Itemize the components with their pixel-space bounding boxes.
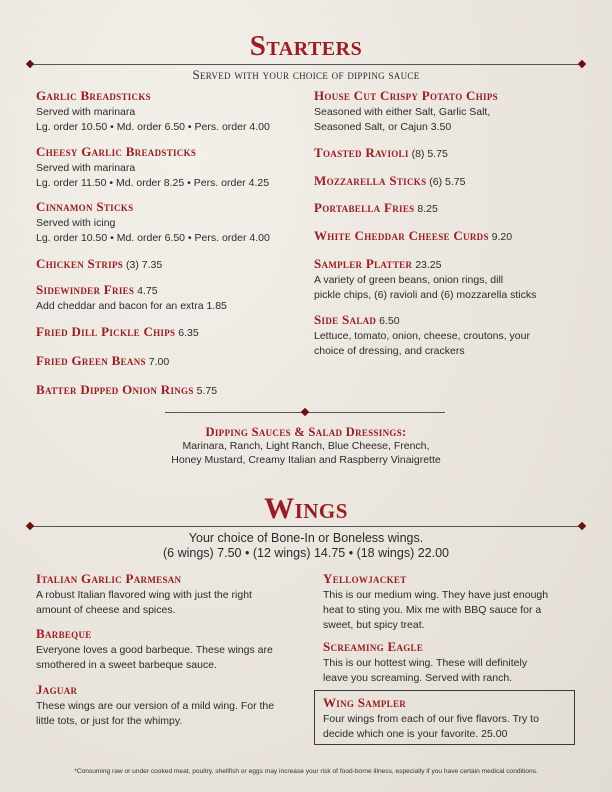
item-desc: Lg. order 10.50 • Md. order 6.50 • Pers. order 4.00: [36, 232, 270, 244]
item-name: Sidewinder Fries: [36, 282, 135, 297]
item-desc: decide which one is your favorite. 25.00: [323, 728, 508, 740]
item-price: 5.75: [196, 385, 218, 397]
item-price: (8) 5.75: [411, 148, 448, 160]
starters-title: Starters: [249, 30, 363, 62]
menu-item: [36, 324, 199, 341]
item-desc: Lg. order 10.50 • Md. order 6.50 • Pers. order 4.00: [36, 121, 270, 133]
sauces-block: [0, 425, 612, 467]
item-desc: Add cheddar and bacon for an extra 1.85: [36, 300, 227, 312]
item-desc: amount of cheese and spices.: [36, 604, 176, 616]
wings-intro-line: Your choice of Bone-In or Boneless wings.: [188, 531, 424, 545]
wing-flavor: [323, 571, 548, 633]
menu-item: [36, 199, 270, 246]
item-desc: A variety of green beans, onion rings, dill: [314, 274, 504, 286]
item-name: Fried Dill Pickle Chips: [36, 324, 176, 339]
item-name: House Cut Crispy Potato Chips: [314, 88, 498, 103]
wing-flavor: [36, 626, 273, 673]
item-desc: Everyone loves a good barbeque. These wings are: [36, 644, 273, 656]
item-price: 8.25: [417, 203, 438, 215]
item-name: Sampler Platter: [314, 256, 413, 271]
item-desc: Served with marinara: [36, 162, 136, 174]
item-desc: Seasoned Salt, or Cajun 3.50: [314, 121, 452, 133]
item-name: Cinnamon Sticks: [36, 199, 134, 214]
item-desc: smothered in a sweet barbeque sauce.: [36, 659, 217, 671]
item-desc: pickle chips, (6) ravioli and (6) mozzarella sticks: [314, 289, 537, 301]
health-disclaimer: *Consuming raw or under cooked meat, poultry, shellfish or eggs may increase your risk of food-borne illness, especially if you have certain medical conditions.: [74, 768, 538, 775]
item-name: Toasted Ravioli: [314, 145, 409, 160]
item-desc: This is our hottest wing. These will definitely: [323, 657, 528, 669]
sauces-divider: [165, 407, 445, 419]
menu-item: [314, 256, 536, 303]
item-desc: Lettuce, tomato, onion, cheese, croutons, your: [314, 330, 530, 342]
sauces-line: Honey Mustard, Creamy Italian and Raspberry Vinaigrette: [171, 454, 441, 466]
item-name: Garlic Breadsticks: [36, 88, 151, 103]
item-price: 4.75: [137, 285, 158, 297]
menu-item: [314, 173, 465, 190]
menu-item: [36, 256, 162, 273]
item-desc: Served with marinara: [36, 106, 136, 118]
item-price: 6.35: [178, 327, 199, 339]
wing-flavor: [36, 571, 252, 618]
item-name: Wing Sampler: [323, 695, 407, 710]
item-desc: Seasoned with either Salt, Garlic Salt,: [314, 106, 491, 118]
item-name: Yellowjacket: [323, 571, 407, 586]
item-desc: This is our medium wing. They have just enough: [323, 589, 549, 601]
wings-intro: [0, 531, 612, 561]
item-name: Italian Garlic Parmesan: [36, 571, 182, 586]
item-name: Screaming Eagle: [323, 639, 424, 654]
sauces-title: Dipping Sauces & Salad Dressings:: [205, 425, 407, 439]
item-desc: Four wings from each of our five flavors. Try to: [323, 713, 539, 725]
menu-item: [314, 228, 512, 245]
menu-item: [314, 312, 530, 359]
menu-item: [36, 144, 269, 191]
item-name: Barbeque: [36, 626, 92, 641]
item-name: Chicken Strips: [36, 256, 124, 271]
item-desc: leave you screaming. Served with ranch.: [323, 672, 513, 684]
item-name: Side Salad: [314, 312, 377, 327]
menu-item: [36, 88, 270, 135]
item-name: White Cheddar Cheese Curds: [314, 228, 489, 243]
item-price: 23.25: [415, 259, 442, 271]
item-name: Mozzarella Sticks: [314, 173, 427, 188]
item-price: (6) 5.75: [429, 176, 466, 188]
wing-flavor: [323, 639, 527, 686]
item-price: (3) 7.35: [126, 259, 163, 271]
item-name: Jaguar: [36, 682, 78, 697]
item-desc: Served with icing: [36, 217, 116, 229]
item-desc: heat to sting you. Mix me with BBQ sauce for a: [323, 604, 542, 616]
item-desc: Lg. order 11.50 • Md. order 8.25 • Pers. order 4.25: [36, 177, 270, 189]
wing-flavor: [36, 682, 274, 729]
menu-item: [314, 88, 498, 135]
menu-item: [36, 282, 227, 314]
item-desc: These wings are our version of a mild wing. For the: [36, 700, 275, 712]
wing-sampler: [323, 695, 539, 742]
sauces-line: Marinara, Ranch, Light Ranch, Blue Cheese, French,: [182, 440, 430, 452]
item-name: Cheesy Garlic Breadsticks: [36, 144, 197, 159]
item-desc: A robust Italian flavored wing with just the right: [36, 589, 252, 601]
item-price: 7.00: [148, 356, 170, 368]
wings-prices: (6 wings) 7.50 • (12 wings) 14.75 • (18 wings) 22.00: [163, 546, 449, 560]
starters-subtitle: Served with your choice of dipping sauce: [192, 67, 420, 82]
menu-item: [314, 200, 438, 217]
menu-item: [314, 145, 448, 162]
wings-title: Wings: [264, 492, 348, 525]
item-desc: sweet, but spicy treat.: [323, 619, 425, 631]
item-name: Fried Green Beans: [36, 353, 146, 368]
menu-item: [36, 353, 169, 370]
menu-item: [36, 382, 217, 399]
item-desc: choice of dressing, and crackers: [314, 345, 465, 357]
item-name: Portabella Fries: [314, 200, 415, 215]
item-desc: little tots, or just for the whimpy.: [36, 715, 183, 727]
item-price: 9.20: [491, 231, 513, 243]
item-name: Batter Dipped Onion Rings: [36, 382, 194, 397]
item-price: 6.50: [379, 315, 400, 327]
